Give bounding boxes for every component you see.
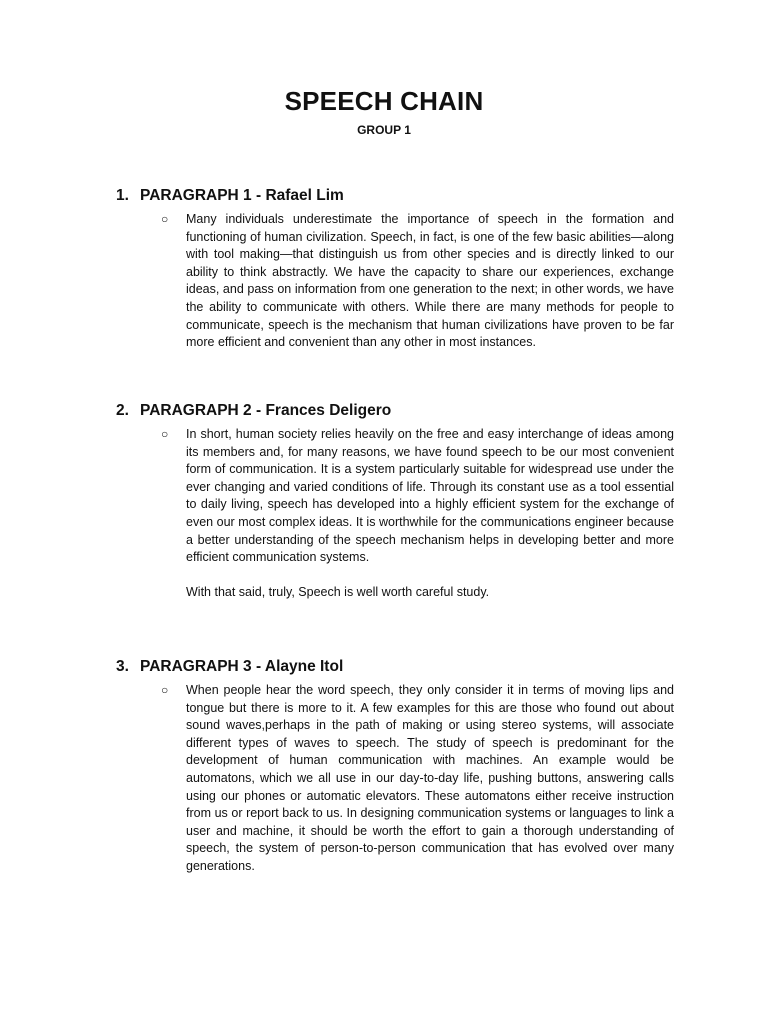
hollow-circle-bullet-icon: ○ bbox=[161, 427, 169, 441]
section-heading bbox=[116, 402, 676, 424]
list-item bbox=[116, 682, 676, 876]
paragraph-text: In short, human society relies heavily on the free and easy interchange of ideas among its members and, for many reasons, we have found speech to be our most convenient form of communication. It is a system particularly suitable for widespread use under the ever changing and varied conditions of life. Through its constant use as a tool essential to daily living, speech has developed into a highly efficient system for the exchange of even our most complex ideas. It is worthwhile for the communications engineer because a better understanding of the speech mechanism helps in developing better and more efficient communication systems. bbox=[186, 427, 674, 565]
section-number: 2. bbox=[116, 402, 129, 419]
hollow-circle-bullet-icon: ○ bbox=[161, 683, 169, 697]
document-subtitle: GROUP 1 bbox=[357, 123, 411, 137]
section-heading-text: PARAGRAPH 2 - Frances Deligero bbox=[140, 402, 392, 419]
section-number: 3. bbox=[116, 658, 129, 675]
section-heading-text: PARAGRAPH 1 - Rafael Lim bbox=[140, 187, 344, 204]
section-heading-text: PARAGRAPH 3 - Alayne Itol bbox=[140, 658, 344, 675]
section-heading bbox=[116, 187, 676, 209]
section-paragraph-1 bbox=[116, 187, 676, 352]
paragraph-text: Many individuals underestimate the importance of speech in the formation and functioning of human civilization. Speech, in fact, is one of the few basic abilities—along with tool making—that distinguish us from other species and is directly linked to our ability to think abstractly. We have the capacity to share our experiences, exchange ideas, and pass on information from one generation to the next; in other words, we have the ability to communicate with others. While there are many methods for people to communicate, speech is the mechanism that human civilizations have proven to be far more efficient and convenient than any other in most instances. bbox=[186, 212, 674, 350]
paragraph-closing-text: With that said, truly, Speech is well worth careful study. bbox=[186, 585, 490, 600]
section-heading bbox=[116, 658, 676, 680]
hollow-circle-bullet-icon: ○ bbox=[161, 212, 169, 226]
section-number: 1. bbox=[116, 187, 129, 204]
document-title: SPEECH CHAIN bbox=[284, 86, 484, 116]
section-paragraph-2 bbox=[116, 402, 676, 602]
section-paragraph-3 bbox=[116, 658, 676, 876]
list-item bbox=[116, 211, 676, 352]
list-item bbox=[116, 426, 676, 602]
paragraph-text: When people hear the word speech, they only consider it in terms of moving lips and tongue but there is more to it. A few examples for this are those who found out about sound waves,perhaps in the path of making or using stereo systems, will associate different types of waves to speech. The study of speech is predominant for the development of human communication with machines. An example would be automatons, which we all use in our day-to-day life, pushing buttons, answering calls using our phones or automatic elevators. These automatons either receive instruction from us or report back to us. In designing communication systems or languages to link a user and machine, it should be worth the effort to gain a thorough understanding of speech, the system of person-to-person communication that has evolved over many generations. bbox=[186, 683, 674, 873]
